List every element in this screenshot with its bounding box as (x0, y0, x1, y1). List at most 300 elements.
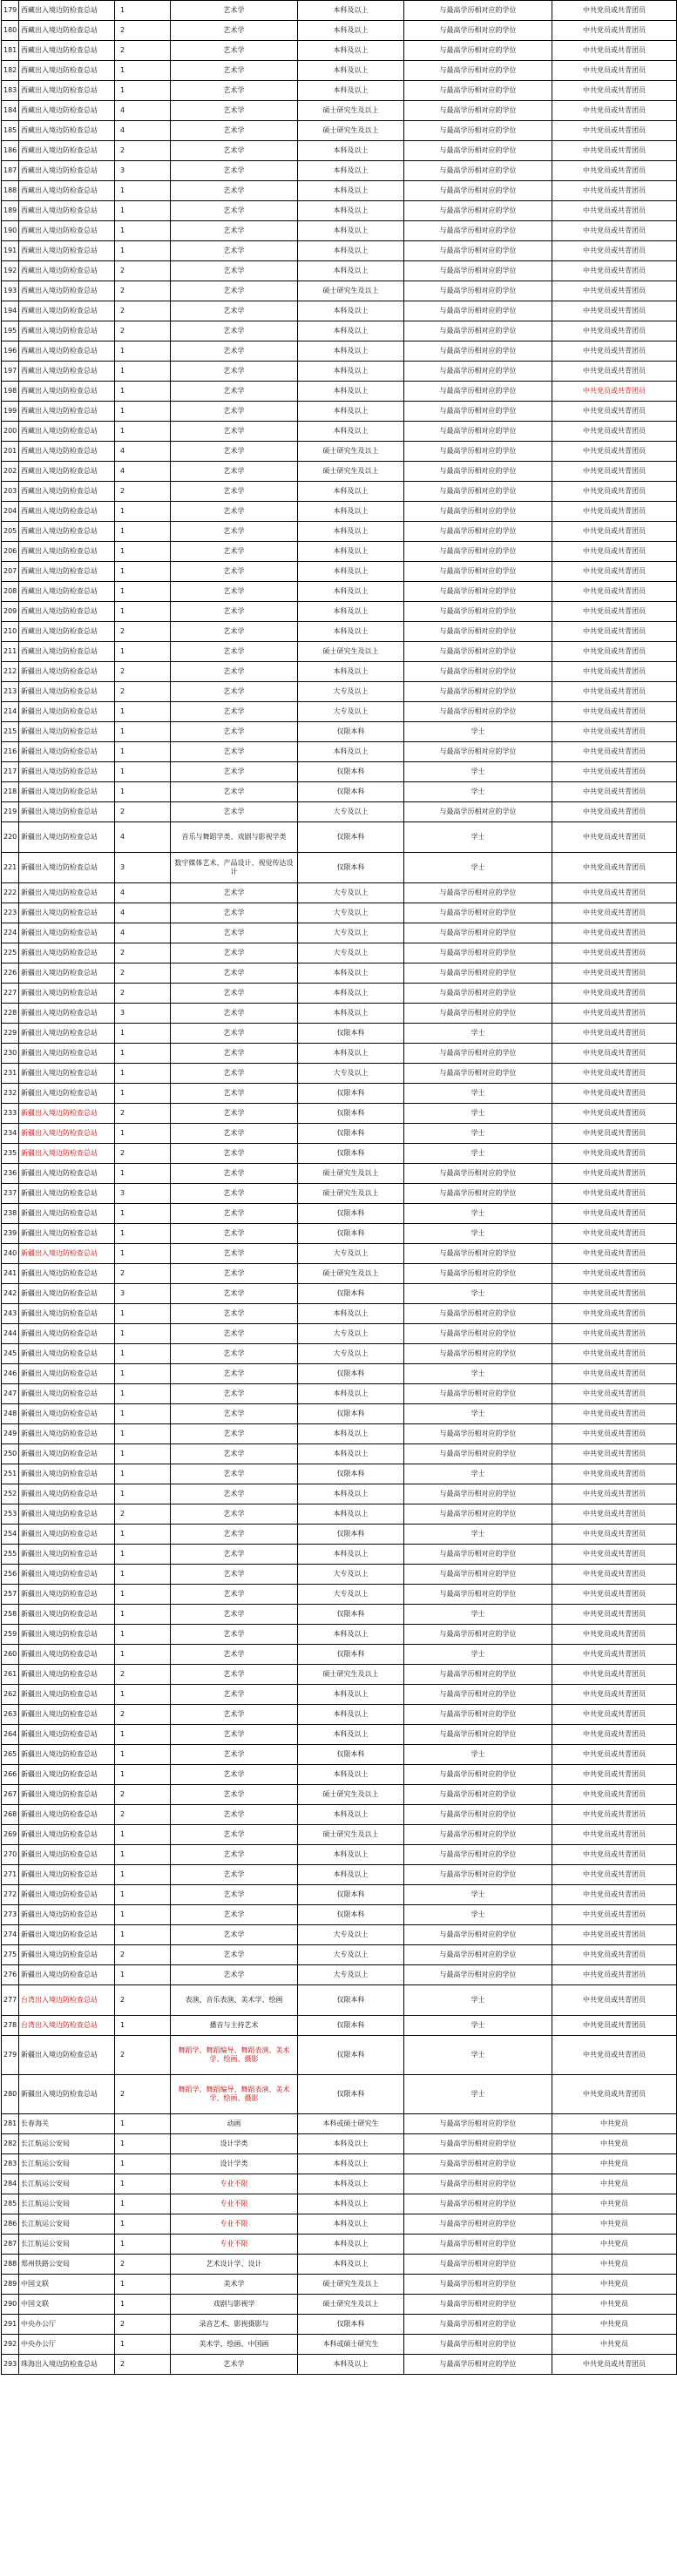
cell-department: 长江航运公安局 (19, 2134, 115, 2154)
cell-major: 艺术学 (171, 2355, 298, 2375)
cell-education: 本科及以上 (298, 2255, 404, 2275)
table-row (2, 903, 677, 923)
cell-degree: 与最高学历相对应的学位 (404, 1264, 552, 1284)
cell-row-number: 237 (2, 1184, 19, 1204)
cell-education: 大专及以上 (298, 1344, 404, 1364)
cell-major: 艺术学 (171, 1004, 298, 1024)
cell-headcount: 1 (115, 642, 171, 662)
cell-education: 硕士研究生及以上 (298, 2275, 404, 2295)
cell-education: 本科及以上 (298, 261, 404, 281)
cell-political-status: 中共党员或共青团员 (552, 1444, 677, 1464)
cell-row-number: 236 (2, 1164, 19, 1184)
cell-row-number: 258 (2, 1605, 19, 1625)
cell-education: 本科及以上 (298, 2214, 404, 2235)
cell-degree: 与最高学历相对应的学位 (404, 482, 552, 502)
cell-degree: 与最高学历相对应的学位 (404, 2194, 552, 2214)
cell-headcount: 1 (115, 1585, 171, 1605)
table-row (2, 1304, 677, 1324)
cell-headcount: 1 (115, 1044, 171, 1064)
table-row (2, 2355, 677, 2375)
table-row (2, 622, 677, 642)
table-row (2, 853, 677, 883)
cell-major: 艺术学 (171, 1585, 298, 1605)
cell-political-status: 中共党员或共青团员 (552, 1224, 677, 1244)
cell-education: 本科及以上 (298, 1444, 404, 1464)
cell-political-status: 中共党员或共青团员 (552, 853, 677, 883)
cell-degree: 与最高学历相对应的学位 (404, 1184, 552, 1204)
cell-education: 本科及以上 (298, 21, 404, 41)
cell-major: 表演、音乐表演、美术学、绘画 (171, 1985, 298, 2016)
cell-political-status: 中共党员或共青团员 (552, 1705, 677, 1725)
cell-education: 本科及以上 (298, 2174, 404, 2194)
cell-department: 新疆出入境边防检查总站 (19, 1384, 115, 1404)
cell-degree: 与最高学历相对应的学位 (404, 562, 552, 582)
cell-major: 专业不限 (171, 2174, 298, 2194)
cell-department: 西藏出入境边防检查总站 (19, 542, 115, 562)
cell-row-number: 281 (2, 2114, 19, 2134)
cell-major: 艺术学 (171, 1504, 298, 1525)
cell-major: 艺术学 (171, 1525, 298, 1545)
cell-political-status: 中共党员或共青团员 (552, 1144, 677, 1164)
cell-major: 录音艺术、影视摄影与 (171, 2315, 298, 2335)
cell-political-status: 中共党员或共青团员 (552, 1, 677, 21)
cell-political-status: 中共党员或共青团员 (552, 762, 677, 782)
table-row (2, 1965, 677, 1985)
cell-headcount: 1 (115, 1404, 171, 1424)
table-row (2, 662, 677, 682)
cell-department: 新疆出入境边防检查总站 (19, 1144, 115, 1164)
cell-political-status: 中共党员或共青团员 (552, 181, 677, 201)
cell-department: 新疆出入境边防检查总站 (19, 1044, 115, 1064)
cell-degree: 与最高学历相对应的学位 (404, 1164, 552, 1184)
table-row (2, 261, 677, 281)
cell-headcount: 4 (115, 883, 171, 903)
cell-major: 艺术学 (171, 382, 298, 402)
cell-row-number: 246 (2, 1364, 19, 1384)
cell-education: 本科及以上 (298, 542, 404, 562)
cell-political-status: 中共党员或共青团员 (552, 802, 677, 822)
cell-department: 新疆出入境边防检查总站 (19, 1825, 115, 1845)
cell-political-status: 中共党员或共青团员 (552, 562, 677, 582)
cell-degree: 学士 (404, 1124, 552, 1144)
cell-department: 新疆出入境边防检查总站 (19, 1184, 115, 1204)
cell-major: 艺术学 (171, 742, 298, 762)
cell-degree: 与最高学历相对应的学位 (404, 1725, 552, 1745)
cell-education: 本科及以上 (298, 181, 404, 201)
cell-political-status: 中共党员或共青团员 (552, 984, 677, 1004)
cell-department: 台湾出入境边防检查总站 (19, 1985, 115, 2016)
cell-education: 大专及以上 (298, 1925, 404, 1945)
table-row (2, 1104, 677, 1124)
cell-major: 艺术学 (171, 1264, 298, 1284)
cell-degree: 与最高学历相对应的学位 (404, 582, 552, 602)
table-row (2, 582, 677, 602)
cell-department: 新疆出入境边防检查总站 (19, 903, 115, 923)
cell-row-number: 241 (2, 1264, 19, 1284)
cell-row-number: 195 (2, 321, 19, 341)
cell-headcount: 2 (115, 321, 171, 341)
cell-headcount: 1 (115, 81, 171, 101)
table-row (2, 742, 677, 762)
cell-political-status: 中共党员或共青团员 (552, 1605, 677, 1625)
cell-major: 艺术学 (171, 522, 298, 542)
cell-major: 艺术学 (171, 1024, 298, 1044)
cell-education: 本科及以上 (298, 241, 404, 261)
cell-row-number: 233 (2, 1104, 19, 1124)
cell-row-number: 276 (2, 1965, 19, 1985)
cell-major: 艺术学 (171, 1084, 298, 1104)
cell-education: 仅限本科 (298, 1605, 404, 1625)
cell-education: 仅限本科 (298, 1104, 404, 1124)
cell-row-number: 225 (2, 943, 19, 963)
cell-department: 新疆出入境边防检查总站 (19, 1424, 115, 1444)
cell-degree: 与最高学历相对应的学位 (404, 963, 552, 984)
cell-department: 新疆出入境边防检查总站 (19, 2075, 115, 2114)
table-row (2, 1765, 677, 1785)
cell-education: 仅限本科 (298, 1364, 404, 1384)
cell-headcount: 2 (115, 682, 171, 702)
cell-major: 艺术学 (171, 1925, 298, 1945)
cell-political-status: 中共党员 (552, 2335, 677, 2355)
cell-degree: 学士 (404, 1224, 552, 1244)
cell-department: 新疆出入境边防检查总站 (19, 1244, 115, 1264)
cell-department: 新疆出入境边防检查总站 (19, 1925, 115, 1945)
cell-department: 西藏出入境边防检查总站 (19, 462, 115, 482)
cell-row-number: 231 (2, 1064, 19, 1084)
cell-political-status: 中共党员或共青团员 (552, 341, 677, 362)
cell-row-number: 181 (2, 41, 19, 61)
cell-education: 本科及以上 (298, 522, 404, 542)
cell-education: 本科及以上 (298, 301, 404, 321)
cell-political-status: 中共党员或共青团员 (552, 1104, 677, 1124)
table-row (2, 181, 677, 201)
cell-major: 艺术学 (171, 1765, 298, 1785)
table-row (2, 963, 677, 984)
cell-political-status: 中共党员或共青团员 (552, 1484, 677, 1504)
cell-department: 长江航运公安局 (19, 2154, 115, 2174)
cell-department: 新疆出入境边防检查总站 (19, 1324, 115, 1344)
cell-education: 本科或硕士研究生 (298, 2114, 404, 2134)
cell-department: 珠海出入境边防检查总站 (19, 2355, 115, 2375)
table-row (2, 562, 677, 582)
cell-political-status: 中共党员或共青团员 (552, 301, 677, 321)
cell-headcount: 2 (115, 1104, 171, 1124)
cell-department: 西藏出入境边防检查总站 (19, 502, 115, 522)
cell-degree: 与最高学历相对应的学位 (404, 1925, 552, 1945)
cell-education: 仅限本科 (298, 2036, 404, 2075)
cell-political-status: 中共党员或共青团员 (552, 1625, 677, 1645)
cell-headcount: 1 (115, 1364, 171, 1384)
cell-headcount: 1 (115, 1765, 171, 1785)
table-row (2, 1504, 677, 1525)
cell-row-number: 192 (2, 261, 19, 281)
cell-major: 设计学类 (171, 2154, 298, 2174)
table-row (2, 321, 677, 341)
table-row (2, 2255, 677, 2275)
cell-political-status: 中共党员或共青团员 (552, 101, 677, 121)
cell-department: 西藏出入境边防检查总站 (19, 1, 115, 21)
table-row (2, 782, 677, 802)
cell-headcount: 2 (115, 1665, 171, 1685)
table-row (2, 1605, 677, 1625)
cell-headcount: 1 (115, 702, 171, 722)
cell-row-number: 242 (2, 1284, 19, 1304)
table-row (2, 161, 677, 181)
cell-row-number: 266 (2, 1765, 19, 1785)
cell-row-number: 203 (2, 482, 19, 502)
cell-political-status: 中共党员或共青团员 (552, 1925, 677, 1945)
cell-degree: 学士 (404, 822, 552, 853)
cell-headcount: 1 (115, 1845, 171, 1865)
cell-degree: 与最高学历相对应的学位 (404, 281, 552, 301)
cell-headcount: 4 (115, 822, 171, 853)
cell-major: 艺术学 (171, 281, 298, 301)
cell-political-status: 中共党员或共青团员 (552, 1765, 677, 1785)
cell-headcount: 1 (115, 1, 171, 21)
cell-degree: 学士 (404, 1024, 552, 1044)
cell-department: 新疆出入境边防检查总站 (19, 1865, 115, 1885)
cell-department: 中国文联 (19, 2295, 115, 2315)
table-row (2, 1885, 677, 1905)
cell-headcount: 1 (115, 1384, 171, 1404)
cell-department: 新疆出入境边防检查总站 (19, 1745, 115, 1765)
cell-education: 大专及以上 (298, 1965, 404, 1985)
cell-major: 艺术学 (171, 201, 298, 221)
cell-row-number: 278 (2, 2016, 19, 2036)
cell-political-status: 中共党员或共青团员 (552, 1665, 677, 1685)
cell-row-number: 227 (2, 984, 19, 1004)
cell-degree: 与最高学历相对应的学位 (404, 1785, 552, 1805)
cell-row-number: 184 (2, 101, 19, 121)
cell-education: 硕士研究生及以上 (298, 462, 404, 482)
table-row (2, 281, 677, 301)
cell-major: 艺术学 (171, 1825, 298, 1845)
cell-major: 艺术学 (171, 1665, 298, 1685)
table-row (2, 1685, 677, 1705)
cell-degree: 与最高学历相对应的学位 (404, 1444, 552, 1464)
table-row (2, 923, 677, 943)
cell-major: 艺术学 (171, 963, 298, 984)
cell-degree: 与最高学历相对应的学位 (404, 1585, 552, 1605)
cell-political-status: 中共党员 (552, 2315, 677, 2335)
cell-headcount: 1 (115, 1605, 171, 1625)
table-row (2, 1565, 677, 1585)
cell-department: 台湾出入境边防检查总站 (19, 2016, 115, 2036)
cell-degree: 学士 (404, 1885, 552, 1905)
cell-row-number: 291 (2, 2315, 19, 2335)
cell-degree: 与最高学历相对应的学位 (404, 1044, 552, 1064)
cell-row-number: 269 (2, 1825, 19, 1845)
cell-headcount: 1 (115, 1464, 171, 1484)
cell-headcount: 1 (115, 1725, 171, 1745)
cell-education: 本科及以上 (298, 622, 404, 642)
cell-row-number: 272 (2, 1885, 19, 1905)
cell-education: 大专及以上 (298, 682, 404, 702)
cell-political-status: 中共党员 (552, 2255, 677, 2275)
cell-department: 西藏出入境边防检查总站 (19, 341, 115, 362)
cell-major: 艺术学 (171, 1304, 298, 1324)
cell-headcount: 2 (115, 1264, 171, 1284)
cell-political-status: 中共党员或共青团员 (552, 1725, 677, 1745)
cell-row-number: 213 (2, 682, 19, 702)
cell-education: 本科及以上 (298, 502, 404, 522)
cell-row-number: 285 (2, 2194, 19, 2214)
table-row (2, 1865, 677, 1885)
cell-headcount: 1 (115, 2214, 171, 2235)
cell-headcount: 2 (115, 1985, 171, 2016)
table-row (2, 984, 677, 1004)
cell-department: 西藏出入境边防检查总站 (19, 422, 115, 442)
cell-headcount: 2 (115, 301, 171, 321)
cell-degree: 与最高学历相对应的学位 (404, 2114, 552, 2134)
cell-degree: 学士 (404, 1905, 552, 1925)
cell-degree: 学士 (404, 1645, 552, 1665)
cell-degree: 与最高学历相对应的学位 (404, 542, 552, 562)
cell-row-number: 265 (2, 1745, 19, 1765)
cell-degree: 与最高学历相对应的学位 (404, 2214, 552, 2235)
cell-major: 舞蹈学、舞蹈编导、舞蹈表演、美术学、绘画、摄影 (171, 2036, 298, 2075)
cell-department: 新疆出入境边防检查总站 (19, 1484, 115, 1504)
table-row (2, 522, 677, 542)
cell-major: 艺术学 (171, 1444, 298, 1464)
cell-education: 硕士研究生及以上 (298, 1785, 404, 1805)
cell-headcount: 1 (115, 1244, 171, 1264)
cell-row-number: 222 (2, 883, 19, 903)
cell-education: 本科及以上 (298, 1725, 404, 1745)
cell-headcount: 1 (115, 1064, 171, 1084)
cell-degree: 与最高学历相对应的学位 (404, 522, 552, 542)
table-row (2, 121, 677, 141)
cell-education: 仅限本科 (298, 1284, 404, 1304)
cell-degree: 与最高学历相对应的学位 (404, 1665, 552, 1685)
cell-education: 仅限本科 (298, 722, 404, 742)
cell-headcount: 1 (115, 382, 171, 402)
cell-degree: 与最高学历相对应的学位 (404, 1484, 552, 1504)
cell-row-number: 259 (2, 1625, 19, 1645)
cell-row-number: 211 (2, 642, 19, 662)
cell-education: 本科及以上 (298, 61, 404, 81)
cell-major: 美术学、绘画、中国画 (171, 2335, 298, 2355)
table-row (2, 1324, 677, 1344)
table-row (2, 301, 677, 321)
cell-row-number: 188 (2, 181, 19, 201)
cell-major: 艺术学 (171, 1745, 298, 1765)
table-row (2, 1004, 677, 1024)
cell-degree: 与最高学历相对应的学位 (404, 362, 552, 382)
cell-major: 美术学 (171, 2275, 298, 2295)
cell-degree: 学士 (404, 1144, 552, 1164)
cell-major: 艺术学 (171, 1785, 298, 1805)
cell-headcount: 4 (115, 442, 171, 462)
cell-political-status: 中共党员或共青团员 (552, 1825, 677, 1845)
table-row (2, 1805, 677, 1825)
cell-major: 艺术学 (171, 984, 298, 1004)
cell-political-status: 中共党员或共青团员 (552, 1464, 677, 1484)
cell-row-number: 179 (2, 1, 19, 21)
cell-row-number: 185 (2, 121, 19, 141)
table-row (2, 81, 677, 101)
cell-headcount: 2 (115, 482, 171, 502)
cell-row-number: 224 (2, 923, 19, 943)
cell-political-status: 中共党员或共青团员 (552, 903, 677, 923)
cell-department: 新疆出入境边防检查总站 (19, 2036, 115, 2075)
cell-department: 长春海关 (19, 2114, 115, 2134)
cell-major: 艺术学 (171, 341, 298, 362)
cell-political-status: 中共党员或共青团员 (552, 2036, 677, 2075)
cell-major: 舞蹈学、舞蹈编导、舞蹈表演、美术学、绘画、摄影 (171, 2075, 298, 2114)
cell-major: 艺术学 (171, 61, 298, 81)
cell-degree: 与最高学历相对应的学位 (404, 1865, 552, 1885)
table-row (2, 1725, 677, 1745)
cell-headcount: 1 (115, 2134, 171, 2154)
cell-row-number: 230 (2, 1044, 19, 1064)
cell-degree: 与最高学历相对应的学位 (404, 1945, 552, 1965)
cell-row-number: 256 (2, 1565, 19, 1585)
cell-headcount: 4 (115, 121, 171, 141)
cell-department: 新疆出入境边防检查总站 (19, 1064, 115, 1084)
cell-headcount: 4 (115, 923, 171, 943)
table-row (2, 1244, 677, 1264)
table-row (2, 1064, 677, 1084)
cell-degree: 与最高学历相对应的学位 (404, 1845, 552, 1865)
cell-degree: 与最高学历相对应的学位 (404, 2335, 552, 2355)
cell-headcount: 2 (115, 1785, 171, 1805)
cell-row-number: 244 (2, 1324, 19, 1344)
cell-major: 艺术学 (171, 1104, 298, 1124)
cell-education: 本科及以上 (298, 321, 404, 341)
cell-major: 专业不限 (171, 2235, 298, 2255)
cell-major: 艺术学 (171, 181, 298, 201)
cell-department: 西藏出入境边防检查总站 (19, 101, 115, 121)
cell-political-status: 中共党员或共青团员 (552, 662, 677, 682)
cell-education: 硕士研究生及以上 (298, 101, 404, 121)
cell-headcount: 1 (115, 1545, 171, 1565)
cell-major: 艺术学 (171, 943, 298, 963)
cell-row-number: 183 (2, 81, 19, 101)
cell-row-number: 282 (2, 2134, 19, 2154)
cell-political-status: 中共党员或共青团员 (552, 502, 677, 522)
cell-political-status: 中共党员或共青团员 (552, 221, 677, 241)
cell-education: 本科及以上 (298, 1865, 404, 1885)
cell-major: 艺术学 (171, 1865, 298, 1885)
cell-education: 本科及以上 (298, 1, 404, 21)
cell-education: 大专及以上 (298, 883, 404, 903)
cell-department: 新疆出入境边防检查总站 (19, 682, 115, 702)
cell-headcount: 1 (115, 1444, 171, 1464)
cell-row-number: 182 (2, 61, 19, 81)
cell-political-status: 中共党员或共青团员 (552, 1324, 677, 1344)
cell-headcount: 2 (115, 2075, 171, 2114)
cell-department: 新疆出入境边防检查总站 (19, 1344, 115, 1364)
cell-row-number: 194 (2, 301, 19, 321)
cell-political-status: 中共党员或共青团员 (552, 822, 677, 853)
cell-degree: 与最高学历相对应的学位 (404, 101, 552, 121)
cell-education: 本科及以上 (298, 382, 404, 402)
cell-political-status: 中共党员 (552, 2235, 677, 2255)
cell-political-status: 中共党员或共青团员 (552, 2016, 677, 2036)
cell-degree: 与最高学历相对应的学位 (404, 502, 552, 522)
cell-education: 大专及以上 (298, 903, 404, 923)
cell-education: 本科及以上 (298, 482, 404, 502)
cell-major: 艺术学 (171, 1905, 298, 1925)
cell-headcount: 1 (115, 2174, 171, 2194)
cell-major: 艺术学 (171, 1885, 298, 1905)
cell-degree: 与最高学历相对应的学位 (404, 1625, 552, 1645)
cell-headcount: 1 (115, 1344, 171, 1364)
cell-education: 仅限本科 (298, 2075, 404, 2114)
table-row (2, 2114, 677, 2134)
cell-education: 本科及以上 (298, 2154, 404, 2174)
